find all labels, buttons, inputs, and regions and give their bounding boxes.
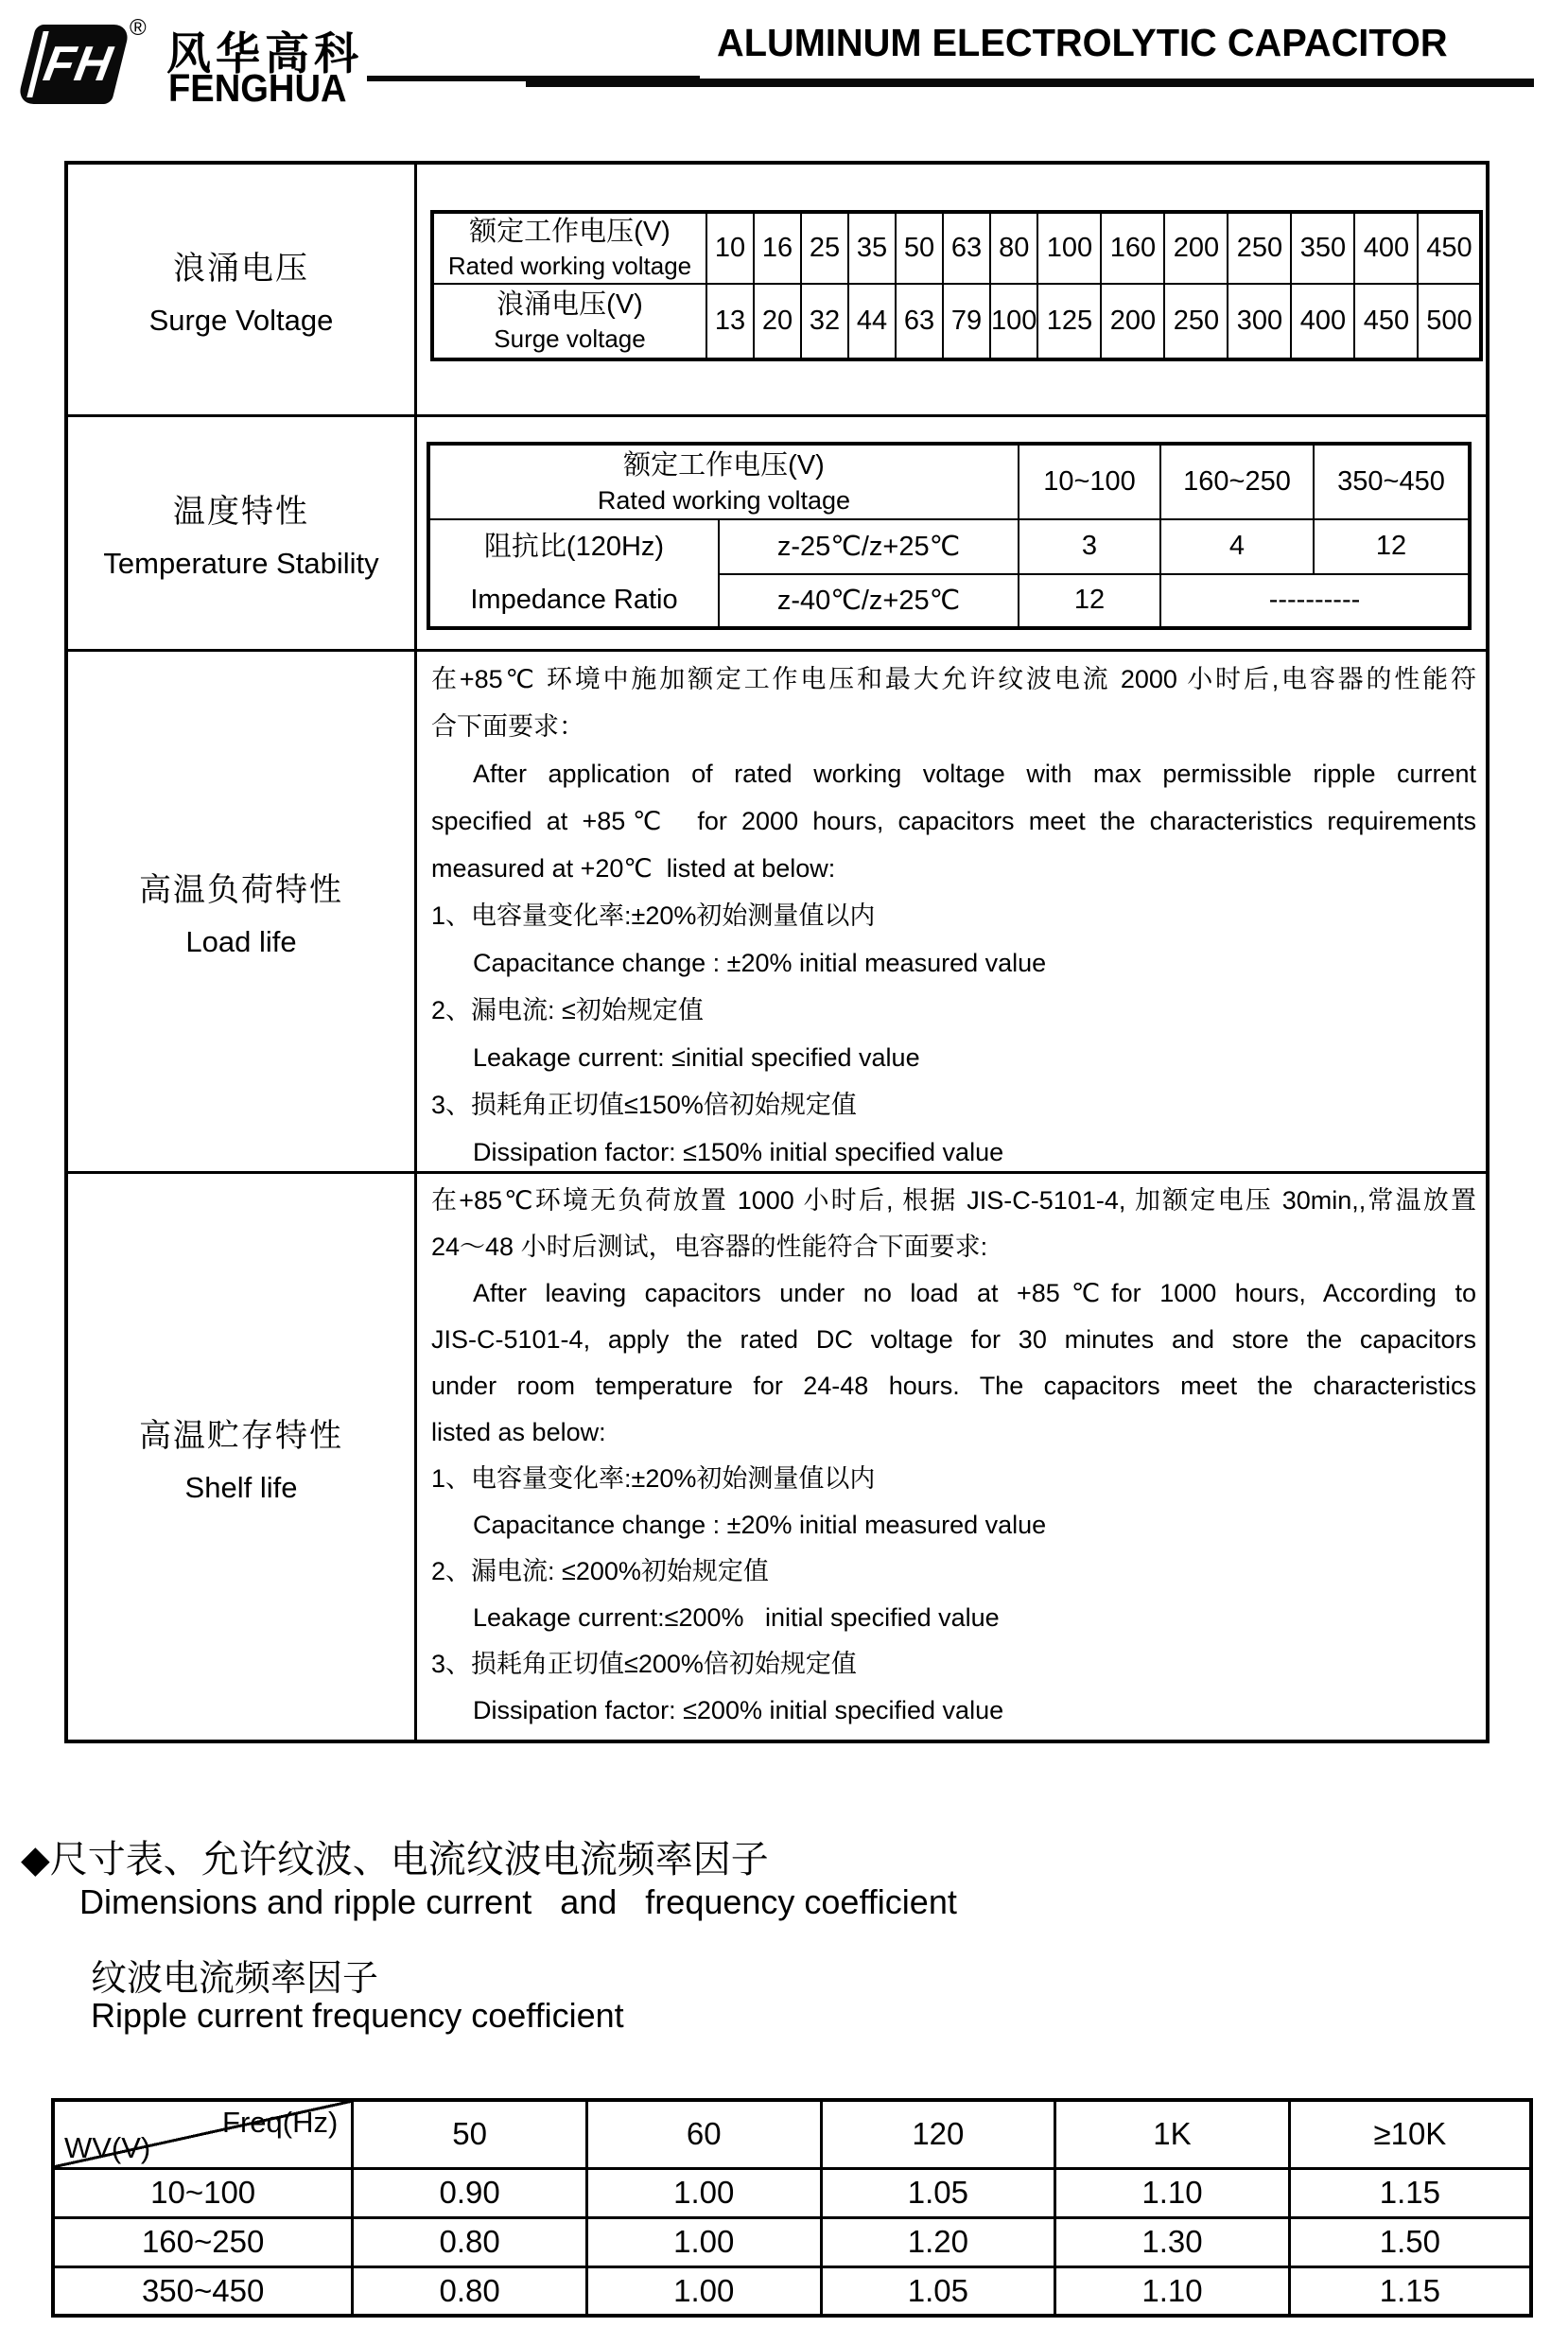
shelf-life-line: 2、漏电流: ≤200%初始规定值 [431, 1557, 769, 1585]
load-life-label-cn: 高温负荷特性 [139, 872, 343, 908]
shelf-life-line: 3、损耗角正切值≤200%倍初始规定值 [431, 1650, 857, 1678]
surge-voltage-cell: 450 [1354, 284, 1418, 359]
fenghua-logo-icon [17, 25, 131, 104]
surge-voltage-inner-label-cn: 浪涌电压(V) [497, 289, 643, 320]
surge-voltage-cell: 400 [1291, 284, 1354, 359]
coefficient-cell: 1.30 [1055, 2217, 1290, 2266]
impedance-value-cell: 12 [1019, 574, 1160, 629]
load-life-row [68, 649, 1486, 1171]
coefficient-cell: 1.10 [1055, 2266, 1290, 2316]
coefficient-cell: 1.00 [586, 2217, 821, 2266]
surge-voltage-value-row [432, 284, 1481, 359]
temperature-stability-label-cn: 温度特性 [173, 494, 309, 530]
freq-header-cell: 120 [821, 2100, 1055, 2168]
freq-data-row [53, 2266, 1531, 2316]
coefficient-cell: 0.80 [353, 2217, 587, 2266]
surge-voltage-cell: 32 [801, 284, 848, 359]
coefficient-cell: 1.00 [586, 2168, 821, 2217]
load-life-line: Leakage current: ≤initial specified value [473, 1043, 920, 1072]
load-life-label-en: Load life [185, 925, 297, 958]
surge-voltage-row [68, 165, 1486, 414]
section-title-cn: ◆尺寸表、允许纹波、电流纹波电流频率因子 [21, 1839, 769, 1881]
impedance-ratio-table [427, 442, 1472, 630]
rated-voltage-cell: 400 [1354, 212, 1418, 284]
shelf-life-content [417, 1174, 1486, 1740]
shelf-life-line: Capacitance change : ±20% initial measured value [473, 1511, 1047, 1539]
rated-voltage-cell: 50 [896, 212, 943, 284]
spec-table [64, 161, 1490, 1743]
wv-range-cell: 350~450 [53, 2266, 353, 2316]
coefficient-cell: 1.05 [821, 2266, 1055, 2316]
voltage-range-cell: 350~450 [1314, 444, 1470, 519]
shelf-life-row [68, 1171, 1486, 1740]
temp-header-cn: 额定工作电压(V) [623, 449, 825, 481]
shelf-life-label-cn: 高温贮存特性 [139, 1417, 343, 1454]
temperature-stability-content [417, 417, 1486, 649]
header-rule-thick [526, 79, 1534, 87]
surge-voltage-content [417, 165, 1486, 414]
surge-voltage-label-cn: 浪涌电压 [173, 250, 309, 287]
rated-voltage-cell: 63 [943, 212, 990, 284]
condition-cell: z-25℃/z+25℃ [719, 519, 1019, 574]
voltage-range-cell: 160~250 [1160, 444, 1314, 519]
wv-axis-label: WV(V) [64, 2130, 151, 2164]
rated-voltage-cell: 80 [990, 212, 1037, 284]
shelf-life-label [68, 1174, 417, 1740]
voltage-range-cell: 10~100 [1019, 444, 1160, 519]
rated-voltage-cell: 25 [801, 212, 848, 284]
temperature-stability-label [68, 417, 417, 649]
surge-voltage-cell: 44 [848, 284, 896, 359]
subsection-title-cn: 纹波电流频率因子 [91, 1959, 379, 1999]
shelf-life-line: JIS-C-5101-4, apply the rated DC voltage for 30 minutes and store the capacitors [431, 1325, 1476, 1354]
load-life-content [417, 652, 1486, 1171]
freq-header-row [53, 2100, 1531, 2168]
section-title-en: Dimensions and ripple current and frequency coefficient [79, 1882, 957, 1921]
rated-voltage-label-cn: 额定工作电压(V) [469, 216, 671, 247]
rated-voltage-cell: 100 [1037, 212, 1101, 284]
impedance-ratio-label-cell [428, 519, 719, 628]
surge-voltage-label [68, 165, 417, 414]
impedance-value-cell: 12 [1314, 519, 1470, 574]
load-life-line: 1、电容量变化率:±20%初始测量值以内 [431, 901, 876, 930]
load-life-line: After application of rated working voltage with max permissible ripple current [473, 760, 1476, 788]
freq-wv-corner-cell [53, 2100, 353, 2168]
rated-voltage-label-en: Rated working voltage [447, 251, 692, 280]
coefficient-cell: 1.50 [1289, 2217, 1531, 2266]
rated-voltage-cell: 160 [1101, 212, 1164, 284]
load-life-line: specified at +85℃ for 2000 hours, capacitors meet the characteristics requirements [431, 807, 1476, 835]
surge-voltage-inner-table [430, 210, 1483, 361]
load-life-line: 合下面要求： [431, 712, 584, 741]
brand-name-cn: 风华高科 [166, 28, 363, 79]
rated-voltage-cell: 10 [706, 212, 754, 284]
brand-name-en: FENGHUA [168, 66, 347, 110]
shelf-life-line: After leaving capacitors under no load at +85℃for 1000 hours, According to [473, 1279, 1476, 1307]
load-life-line: 在+85℃ 环境中施加额定工作电压和最大允许纹波电流 2000 小时后,电容器的性能符 [431, 665, 1476, 693]
surge-voltage-cell: 250 [1164, 284, 1228, 359]
load-life-line: Capacitance change : ±20% initial measured value [473, 949, 1047, 977]
rated-voltage-cell: 450 [1418, 212, 1481, 284]
surge-voltage-cell: 20 [754, 284, 801, 359]
rated-voltage-cell: 200 [1164, 212, 1228, 284]
subsection-title-en: Ripple current frequency coefficient [91, 1996, 624, 2035]
coefficient-cell: 1.15 [1289, 2266, 1531, 2316]
freq-data-row [53, 2217, 1531, 2266]
freq-data-row [53, 2168, 1531, 2217]
temperature-stability-label-en: Temperature Stability [103, 547, 379, 580]
coefficient-cell: 0.90 [353, 2168, 587, 2217]
freq-axis-label: Freq(Hz) [222, 2106, 339, 2139]
rated-voltage-header-row [432, 212, 1481, 284]
shelf-life-line: listed as below: [431, 1418, 606, 1446]
coefficient-cell: 1.05 [821, 2168, 1055, 2217]
load-life-line: Dissipation factor: ≤150% initial specified value [473, 1138, 1004, 1166]
surge-voltage-cell: 500 [1418, 284, 1481, 359]
condition-cell: z-40℃/z+25℃ [719, 574, 1019, 629]
surge-voltage-label-en: Surge Voltage [148, 303, 334, 337]
surge-voltage-cell: 13 [706, 284, 754, 359]
impedance-header-row [428, 444, 1470, 519]
logo-monogram: FH [40, 37, 117, 92]
impedance-value-cell: 3 [1019, 519, 1160, 574]
rated-voltage-cell: 35 [848, 212, 896, 284]
freq-header-cell: 50 [353, 2100, 587, 2168]
surge-voltage-inner-label-en: Surge voltage [494, 324, 646, 353]
shelf-life-line: Leakage current:≤200% initial specified value [473, 1603, 1000, 1632]
freq-header-cell: ≥10K [1289, 2100, 1531, 2168]
registered-trademark-icon: ® [130, 15, 147, 41]
temp-header-en: Rated working voltage [597, 485, 851, 515]
surge-voltage-cell: 79 [943, 284, 990, 359]
load-life-line: 2、漏电流: ≤初始规定值 [431, 996, 704, 1024]
coefficient-cell: 1.20 [821, 2217, 1055, 2266]
rated-voltage-header-cell [432, 212, 706, 284]
ripple-frequency-coefficient-table [51, 2098, 1533, 2318]
impedance-value-cell: 4 [1160, 519, 1314, 574]
rated-voltage-cell: 250 [1228, 212, 1291, 284]
rated-voltage-cell: 16 [754, 212, 801, 284]
freq-header-cell: 60 [586, 2100, 821, 2168]
shelf-life-line: 1、电容量变化率:±20%初始测量值以内 [431, 1464, 876, 1493]
surge-voltage-cell: 100 [990, 284, 1037, 359]
impedance-row-z25 [428, 519, 1470, 574]
load-life-line: 3、损耗角正切值≤150%倍初始规定值 [431, 1091, 857, 1119]
temperature-stability-row [68, 414, 1486, 649]
load-life-line: measured at +20℃ listed at below: [431, 854, 836, 883]
rated-voltage-span-cell [428, 444, 1019, 519]
shelf-life-line: 24～48 小时后测试，电容器的性能符合下面要求: [431, 1233, 988, 1261]
coefficient-cell: 0.80 [353, 2266, 587, 2316]
coefficient-cell: 1.10 [1055, 2168, 1290, 2217]
coefficient-cell: 1.00 [586, 2266, 821, 2316]
surge-voltage-cell: 300 [1228, 284, 1291, 359]
rated-voltage-cell: 350 [1291, 212, 1354, 284]
surge-voltage-cell: 200 [1101, 284, 1164, 359]
surge-voltage-cell: 63 [896, 284, 943, 359]
load-life-label [68, 652, 417, 1171]
surge-voltage-header-cell [432, 284, 706, 359]
page-title: ALUMINUM ELECTROLYTIC CAPACITOR [717, 21, 1448, 64]
freq-header-cell: 1K [1055, 2100, 1290, 2168]
wv-range-cell: 10~100 [53, 2168, 353, 2217]
coefficient-cell: 1.15 [1289, 2168, 1531, 2217]
surge-voltage-cell: 125 [1037, 284, 1101, 359]
shelf-life-line: under room temperature for 24-48 hours. The capacitors meet the characteristics [431, 1372, 1476, 1400]
impedance-ratio-label-en: Impedance Ratio [470, 585, 678, 615]
impedance-ratio-label-cn: 阻抗比(120Hz) [483, 532, 665, 562]
impedance-dash-cell: ---------- [1160, 574, 1470, 629]
shelf-life-line: 在+85℃环境无负荷放置 1000 小时后, 根据 JIS-C-5101-4, 加额定电压 30min,,常温放置 [431, 1186, 1476, 1215]
wv-range-cell: 160~250 [53, 2217, 353, 2266]
shelf-life-line: Dissipation factor: ≤200% initial specified value [473, 1696, 1004, 1724]
shelf-life-label-en: Shelf life [184, 1470, 298, 1504]
